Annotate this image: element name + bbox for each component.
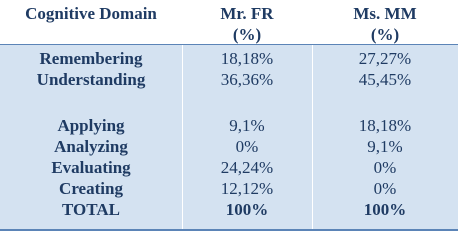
ms-mm-cell: 45,45% <box>358 70 412 89</box>
total-row <box>0 200 458 220</box>
ms-mm-cell: 0% <box>373 179 397 198</box>
total-label-cell: TOTAL <box>62 200 120 219</box>
header-cognitive-domain <box>0 3 182 24</box>
mr-fr-cell: 0% <box>235 137 259 156</box>
mr-fr-cell: 24,24% <box>220 158 274 177</box>
table-row <box>0 158 458 178</box>
total-ms-mm-cell: 100% <box>363 200 407 219</box>
domain-cell: Applying <box>57 116 125 135</box>
header-ms-mm <box>312 3 458 45</box>
ms-mm-cell: 9,1% <box>367 137 403 156</box>
domain-cell: Creating <box>59 179 123 198</box>
ms-mm-cell: 27,27% <box>358 49 412 68</box>
mr-fr-cell: 18,18% <box>220 49 274 68</box>
table-row <box>0 49 458 69</box>
header-mr-fr <box>182 3 312 45</box>
ms-mm-cell: 18,18% <box>358 116 412 135</box>
total-mr-fr-cell: 100% <box>225 200 269 219</box>
table-header-row <box>0 0 458 44</box>
mr-fr-cell: 12,12% <box>220 179 274 198</box>
domain-cell: Evaluating <box>51 158 131 177</box>
domain-cell: Analyzing <box>54 137 128 156</box>
header-mm-label: Ms. MM (%) <box>353 4 417 44</box>
ms-mm-cell: 0% <box>373 158 397 177</box>
table-row <box>0 70 458 90</box>
domain-cell: Remembering <box>39 49 143 68</box>
domain-cell: Understanding <box>36 70 146 89</box>
header-fr-label: Mr. FR (%) <box>220 4 274 44</box>
table-row <box>0 116 458 136</box>
mr-fr-cell: 36,36% <box>220 70 274 89</box>
table-row <box>0 137 458 157</box>
table-row <box>0 179 458 199</box>
table-footer-space <box>0 231 458 250</box>
mr-fr-cell: 9,1% <box>229 116 265 135</box>
header-domain-label: Cognitive Domain <box>25 4 157 23</box>
